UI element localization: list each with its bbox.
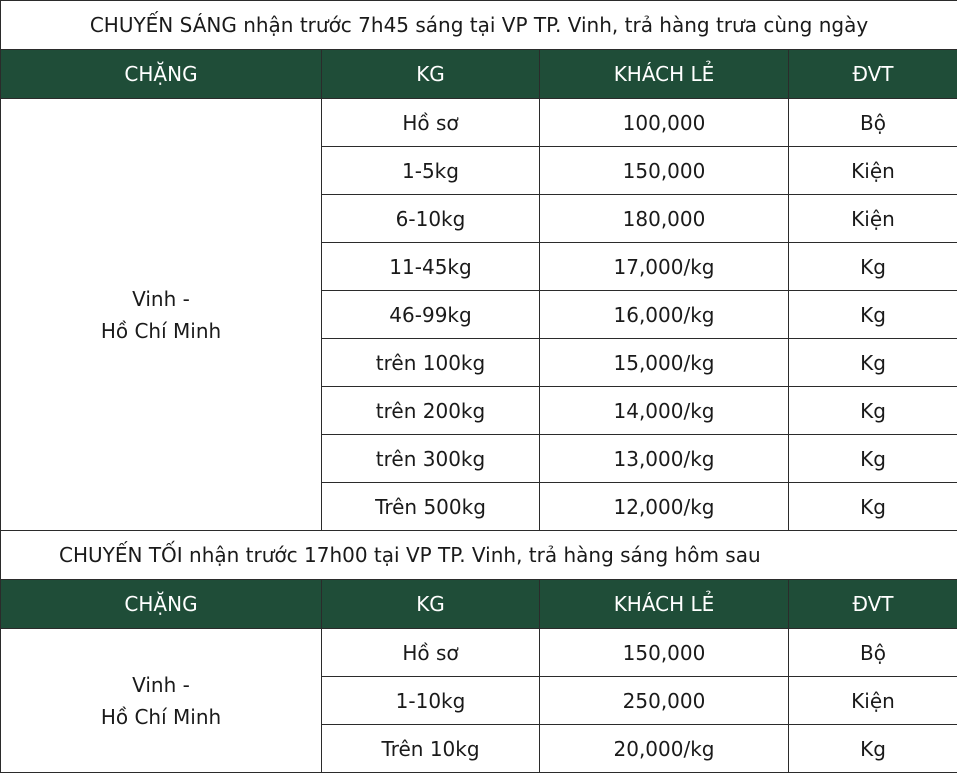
unit-cell: Kg bbox=[789, 435, 957, 483]
kg-cell: trên 300kg bbox=[322, 435, 540, 483]
price-cell: 14,000/kg bbox=[540, 387, 789, 435]
price-cell: 12,000/kg bbox=[540, 483, 789, 531]
unit-cell: Kg bbox=[789, 483, 957, 531]
evening-section-title: CHUYẾN TỐI nhận trước 17h00 tại VP TP. Vinh, trả hàng sáng hôm sau bbox=[1, 531, 957, 580]
header-price: KHÁCH LẺ bbox=[540, 580, 789, 629]
price-cell: 17,000/kg bbox=[540, 243, 789, 291]
price-cell: 150,000 bbox=[540, 147, 789, 195]
evening-section-title-row bbox=[1, 531, 957, 580]
table-row bbox=[1, 99, 957, 147]
morning-section-title-row bbox=[1, 1, 957, 50]
unit-cell: Kiện bbox=[789, 677, 957, 725]
price-cell: 250,000 bbox=[540, 677, 789, 725]
price-cell: 13,000/kg bbox=[540, 435, 789, 483]
route-cell bbox=[1, 629, 322, 773]
header-unit: ĐVT bbox=[789, 50, 957, 99]
unit-cell: Bộ bbox=[789, 99, 957, 147]
route-line-2: Hồ Chí Minh bbox=[1, 315, 321, 347]
header-unit: ĐVT bbox=[789, 580, 957, 629]
unit-cell: Kg bbox=[789, 291, 957, 339]
price-cell: 15,000/kg bbox=[540, 339, 789, 387]
unit-cell: Kg bbox=[789, 243, 957, 291]
unit-cell: Kg bbox=[789, 725, 957, 773]
kg-cell: Trên 500kg bbox=[322, 483, 540, 531]
morning-section-title: CHUYẾN SÁNG nhận trước 7h45 sáng tại VP TP. Vinh, trả hàng trưa cùng ngày bbox=[1, 1, 957, 50]
price-cell: 20,000/kg bbox=[540, 725, 789, 773]
kg-cell: Trên 10kg bbox=[322, 725, 540, 773]
kg-cell: 6-10kg bbox=[322, 195, 540, 243]
route-line-1: Vinh - bbox=[1, 669, 321, 701]
price-cell: 100,000 bbox=[540, 99, 789, 147]
header-route: CHẶNG bbox=[1, 50, 322, 99]
unit-cell: Bộ bbox=[789, 629, 957, 677]
kg-cell: 11-45kg bbox=[322, 243, 540, 291]
evening-header-row bbox=[1, 580, 957, 629]
kg-cell: 1-10kg bbox=[322, 677, 540, 725]
header-kg: KG bbox=[322, 580, 540, 629]
morning-header-row bbox=[1, 50, 957, 99]
header-route: CHẶNG bbox=[1, 580, 322, 629]
price-cell: 180,000 bbox=[540, 195, 789, 243]
kg-cell: 1-5kg bbox=[322, 147, 540, 195]
table-row bbox=[1, 629, 957, 677]
kg-cell: 46-99kg bbox=[322, 291, 540, 339]
kg-cell: trên 200kg bbox=[322, 387, 540, 435]
unit-cell: Kg bbox=[789, 387, 957, 435]
price-cell: 16,000/kg bbox=[540, 291, 789, 339]
route-cell bbox=[1, 99, 322, 531]
unit-cell: Kg bbox=[789, 339, 957, 387]
route-line-1: Vinh - bbox=[1, 283, 321, 315]
price-cell: 150,000 bbox=[540, 629, 789, 677]
kg-cell: Hồ sơ bbox=[322, 629, 540, 677]
header-kg: KG bbox=[322, 50, 540, 99]
unit-cell: Kiện bbox=[789, 147, 957, 195]
header-price: KHÁCH LẺ bbox=[540, 50, 789, 99]
kg-cell: trên 100kg bbox=[322, 339, 540, 387]
route-line-2: Hồ Chí Minh bbox=[1, 701, 321, 733]
kg-cell: Hồ sơ bbox=[322, 99, 540, 147]
unit-cell: Kiện bbox=[789, 195, 957, 243]
